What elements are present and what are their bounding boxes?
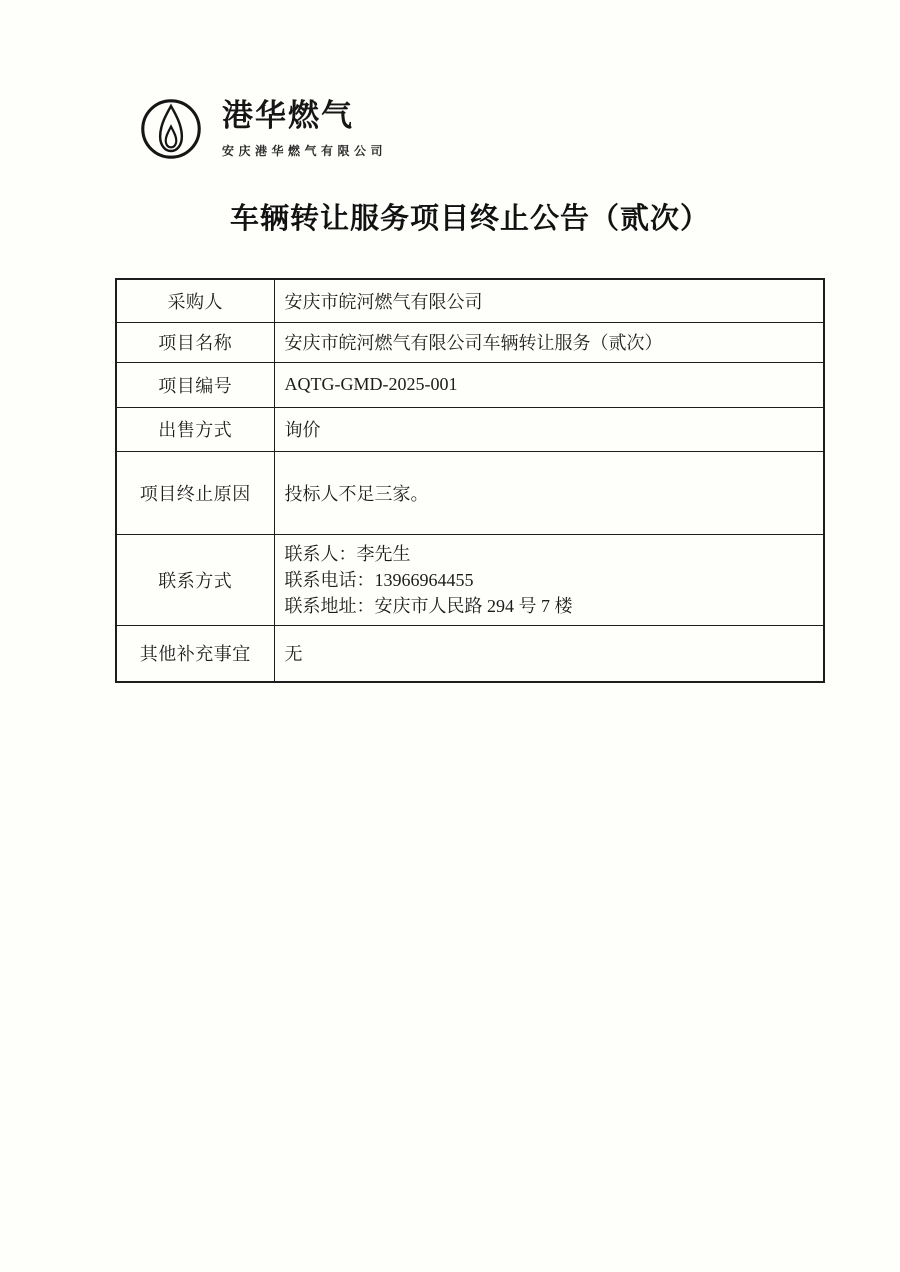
row-value: 安庆市皖河燃气有限公司 — [274, 279, 824, 322]
row-value: 投标人不足三家。 — [274, 451, 824, 534]
info-table — [115, 278, 825, 683]
table-row-sale-method — [116, 407, 824, 451]
table-row-contact — [116, 534, 824, 625]
table-row-termination-reason — [116, 451, 824, 534]
table-row-other-matters — [116, 625, 824, 682]
contact-person: 联系人：李先生 — [284, 543, 411, 564]
row-label: 项目名称 — [116, 322, 274, 362]
logo — [140, 98, 387, 160]
row-label: 联系方式 — [116, 534, 274, 625]
row-value: 询价 — [274, 407, 824, 451]
row-label: 项目编号 — [116, 362, 274, 407]
table-row-project-number — [116, 362, 824, 407]
row-value: AQTG-GMD-2025-001 — [274, 362, 824, 407]
flame-in-circle-icon — [140, 98, 202, 160]
row-label: 其他补充事宜 — [116, 625, 274, 682]
page-title: 车辆转让服务项目终止公告（贰次） — [229, 203, 710, 235]
contact-address: 联系地址：安庆市人民路 294 号 7 楼 — [284, 595, 573, 616]
row-value — [274, 534, 824, 625]
row-value: 安庆市皖河燃气有限公司车辆转让服务（贰次） — [274, 322, 824, 362]
row-label: 出售方式 — [116, 407, 274, 451]
row-label: 采购人 — [116, 279, 274, 322]
contact-phone: 联系电话：13966964455 — [284, 569, 474, 590]
logo-text — [222, 99, 387, 159]
row-value: 无 — [274, 625, 824, 682]
table-row-purchaser — [116, 279, 824, 322]
brand-name: 港华燃气 — [222, 97, 354, 133]
row-label: 项目终止原因 — [116, 451, 274, 534]
table-row-project-name — [116, 322, 824, 362]
brand-subtitle: 安庆港华燃气有限公司 — [222, 144, 388, 159]
